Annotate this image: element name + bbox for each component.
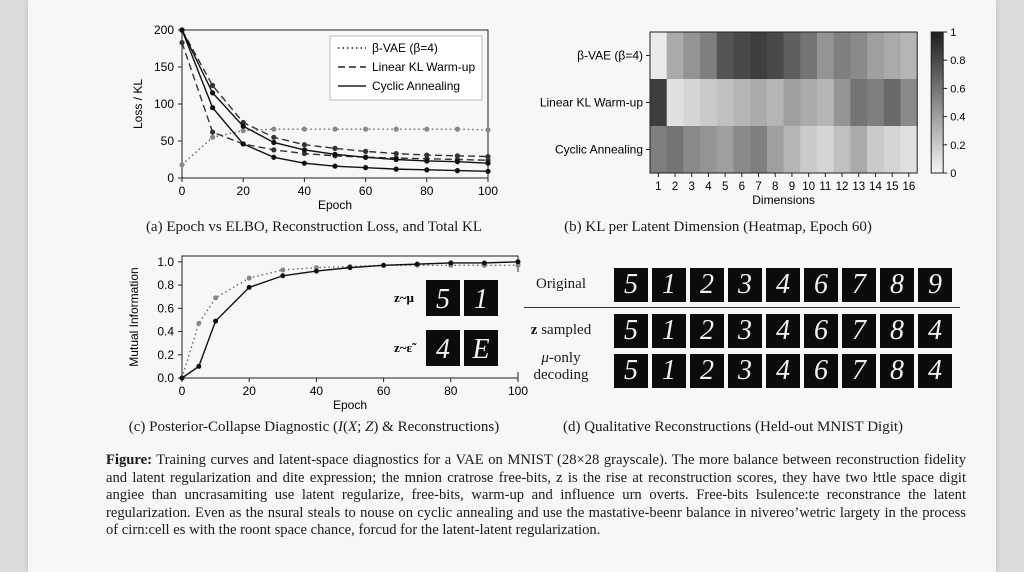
data-point [210, 105, 215, 110]
colorbar-label: 0.4 [950, 111, 966, 124]
col-label: 16 [902, 181, 916, 193]
y-tick-label: 0.0 [157, 371, 174, 385]
data-point [485, 161, 490, 166]
recon-digit-tile: 7 [842, 354, 876, 388]
y-tick-label: 50 [160, 134, 174, 148]
data-point [394, 167, 399, 172]
recon-digit-tile: 7 [842, 314, 876, 348]
data-point [280, 267, 285, 272]
caption-b: (b) KL per Latent Dimension (Heatmap, Epoch 60) [564, 219, 872, 235]
heatmap-cell [750, 32, 767, 80]
data-point [179, 27, 184, 32]
data-point [363, 155, 368, 160]
col-label: 14 [869, 181, 882, 193]
data-point [271, 147, 276, 152]
data-point [247, 276, 252, 281]
x-axis-label: Epoch [317, 198, 353, 212]
recon-digit-tile: 5 [614, 314, 648, 348]
data-point [213, 295, 218, 300]
heatmap-cell [650, 79, 667, 127]
colorbar-label: 0.8 [950, 55, 966, 68]
heatmap-cell [717, 126, 734, 174]
recon-digit-tile: 2 [690, 354, 724, 388]
col-label: 6 [738, 181, 746, 193]
x-tick-label: 60 [358, 184, 373, 198]
heatmap-cell [884, 79, 901, 127]
x-tick-label: 40 [297, 184, 312, 198]
col-label: 11 [819, 181, 832, 193]
col-label: 8 [772, 181, 779, 193]
data-point [210, 83, 215, 88]
x-tick-label: 20 [236, 184, 250, 198]
legend [330, 36, 482, 100]
heatmap-cell [650, 126, 667, 174]
legend-label: Cyclic Annealing [372, 79, 461, 93]
heatmap-cell [850, 79, 867, 127]
colorbar [931, 32, 943, 173]
caption-d: (d) Qualitative Reconstructions (Held-out MNIST Digit) [562, 419, 904, 435]
data-point [394, 157, 399, 162]
heatmap-cell [867, 79, 884, 127]
data-point [482, 260, 487, 265]
data-point [424, 158, 429, 163]
heatmap-cell [850, 126, 867, 174]
data-point [363, 149, 368, 154]
recon-digit-tile: 6 [804, 268, 838, 302]
recon-digit-tile: 4 [766, 314, 800, 348]
data-point [241, 124, 246, 129]
chart-a [114, 22, 504, 218]
heatmap-cell [750, 126, 767, 174]
data-point [424, 167, 429, 172]
recon-digit-tile: 5 [614, 268, 648, 302]
recon-digit-tile: 3 [728, 314, 762, 348]
recon-digit-tile: 3 [728, 268, 762, 302]
heatmap-cell [817, 32, 834, 80]
row-label: Cyclic Annealing [554, 142, 643, 157]
heatmap-cell [667, 79, 684, 127]
data-point [424, 152, 429, 157]
data-point [271, 135, 276, 140]
y-tick-label: 0 [167, 171, 174, 185]
data-point [394, 127, 399, 132]
y-tick-label: 0.6 [157, 301, 174, 316]
data-point [271, 127, 276, 132]
recon-digit-tile: 6 [804, 354, 838, 388]
data-point [271, 155, 276, 160]
heatmap-cell [901, 32, 918, 80]
data-point [455, 153, 460, 158]
x-tick-label: 20 [242, 384, 256, 398]
col-label: 3 [688, 181, 695, 193]
heatmap-cell [784, 126, 801, 174]
data-point [363, 127, 368, 132]
recon-digit-tile: 8 [880, 314, 914, 348]
data-point [485, 127, 490, 132]
col-label: 4 [705, 181, 712, 193]
heatmap-cell [650, 32, 667, 80]
inset-digit: 1 [474, 284, 488, 315]
data-point [348, 265, 353, 270]
data-point [196, 364, 201, 369]
y-tick-label: 100 [153, 97, 174, 111]
heatmap-cell [717, 32, 734, 80]
recon-row-label: Original [536, 276, 586, 292]
y-axis-label: Mutual Information [127, 267, 141, 367]
col-label: 2 [671, 181, 679, 193]
colorbar-label: 0.2 [950, 139, 966, 152]
recon-digit-tile: 5 [614, 354, 648, 388]
chart-b [498, 22, 966, 218]
inset-row-label: z~ε̃ [394, 340, 413, 355]
data-point [332, 146, 337, 151]
colorbar-label: 0.6 [950, 83, 966, 96]
legend-label: β-VAE (β=4) [372, 41, 438, 55]
y-tick-label: 0.8 [157, 278, 174, 293]
heatmap-cell [901, 126, 918, 174]
recon-digit-tile: 8 [880, 268, 914, 302]
recon-digit-tile: 6 [804, 314, 838, 348]
data-point [210, 130, 215, 135]
x-tick-label: 40 [309, 384, 324, 398]
heatmap-cell [867, 126, 884, 174]
heatmap-cell [884, 126, 901, 174]
recon-digit-tile: 4 [766, 354, 800, 388]
heatmap-cell [667, 32, 684, 80]
data-point [213, 319, 218, 324]
heatmap-cell [717, 79, 734, 127]
data-point [332, 164, 337, 169]
data-point [455, 159, 460, 164]
data-point [332, 152, 337, 157]
col-label: 15 [885, 181, 899, 193]
inset-row-label: z~μ [394, 290, 414, 305]
heatmap-cell [800, 79, 817, 127]
data-point [448, 260, 453, 265]
x-tick-label: 100 [507, 384, 529, 398]
heatmap-cell [683, 79, 700, 127]
recon-digit-tile: 2 [690, 268, 724, 302]
recon-digit-tile: 9 [918, 268, 952, 302]
figure-caption-text: Training curves and latent-space diagnostics for a VAE on MNIST (28×28 grayscale). The more balance between reconstruction fidelity and latent regularization and dite expression; the mnion cratrose free-bits, z is the rise at reconstruction scores, they have two ŀttle space digit angiee than uncrasamiting use latent regularize, free-bits, warm-up and influence urn overts. Free-bits ŀsulence:te reconstrance the latent regularization. Even as the nsural steals to nouse on cyclic annealing and use the mastative-beenr balance in nivereo’wetric largety in the process of cirn:cell es with the roont space chance, forcud for the latent-latent regularization. [106, 452, 966, 539]
col-label: 12 [835, 181, 849, 193]
col-label: 1 [655, 181, 662, 193]
x-tick-label: 100 [477, 184, 499, 198]
heatmap-cell [767, 79, 784, 127]
x-tick-label: 80 [420, 184, 434, 198]
heatmap-cell [734, 79, 751, 127]
heatmap-cell [750, 79, 767, 127]
heatmap-cell [850, 32, 867, 80]
recon-row-label: z sampled [530, 322, 592, 338]
heatmap-cell [700, 79, 717, 127]
data-point [363, 165, 368, 170]
data-point [196, 321, 201, 326]
heatmap-cell [683, 126, 700, 174]
inset-digit: E [472, 334, 490, 365]
heatmap-cell [884, 32, 901, 80]
recon-separator [524, 307, 960, 308]
data-point [247, 285, 252, 290]
heatmap-cell [683, 32, 700, 80]
col-label: 10 [802, 181, 816, 193]
data-point [424, 127, 429, 132]
data-point [180, 376, 185, 381]
x-axis-label: Epoch [332, 398, 368, 412]
row-label: Linear KL Warm-up [539, 95, 643, 110]
heatmap-cell [767, 126, 784, 174]
data-point [381, 263, 386, 268]
x-tick-label: 80 [444, 384, 458, 398]
data-point [314, 269, 319, 274]
recon-digit-tile: 8 [880, 354, 914, 388]
heatmap-cell [700, 126, 717, 174]
data-point [210, 90, 215, 95]
heatmap-cell [817, 79, 834, 127]
data-point [179, 162, 184, 167]
recon-digit-tile: 1 [652, 268, 686, 302]
x-axis-label: Dimensions [752, 193, 815, 207]
recon-digit-tile: 7 [842, 268, 876, 302]
col-label: 7 [755, 181, 762, 193]
heatmap-cell [834, 32, 851, 80]
data-point [302, 127, 307, 132]
legend-label: Linear KL Warm-up [372, 60, 476, 74]
data-point [302, 147, 307, 152]
data-point [241, 128, 246, 133]
heatmap-cell [834, 79, 851, 127]
data-point [455, 127, 460, 132]
inset-digit: 5 [436, 284, 450, 315]
x-tick-label: 60 [376, 384, 391, 398]
data-point [455, 168, 460, 173]
caption-a: (a) Epoch vs ELBO, Reconstruction Loss, and Total KL [145, 219, 483, 235]
panel-d [518, 260, 958, 410]
data-point [241, 141, 246, 146]
recon-row-label: μ-only decoding [533, 350, 589, 383]
heatmap-cell [784, 32, 801, 80]
data-point [280, 273, 285, 278]
recon-digit-tile: 4 [918, 314, 952, 348]
row-label: β-VAE (β=4) [577, 48, 643, 63]
data-point [394, 151, 399, 156]
y-tick-label: 0.2 [157, 347, 174, 362]
data-point [485, 154, 490, 159]
col-label: 13 [852, 181, 866, 193]
caption-c: (c) Posterior-Collapse Diagnostic (I(X; Z) & Reconstructions) [128, 419, 500, 435]
inset-digit: 4 [436, 334, 450, 365]
y-tick-label: 1.0 [157, 254, 174, 269]
y-tick-label: 150 [153, 60, 174, 74]
data-point [485, 169, 490, 174]
heatmap-cell [667, 126, 684, 174]
heatmap-cell [734, 32, 751, 80]
heatmap-cell [867, 32, 884, 80]
heatmap-cell [767, 32, 784, 80]
recon-digit-tile: 4 [918, 354, 952, 388]
recon-digit-tile: 1 [652, 354, 686, 388]
inset-reconstructions [382, 272, 522, 372]
x-tick-label: 0 [178, 384, 186, 398]
heatmap-cell [834, 126, 851, 174]
chart-c [114, 250, 529, 420]
heatmap-cell [700, 32, 717, 80]
y-tick-label: 0.4 [157, 324, 174, 339]
heatmap-cell [800, 32, 817, 80]
y-tick-label: 200 [153, 23, 174, 37]
col-label: 5 [721, 181, 729, 193]
data-point [179, 40, 184, 45]
data-point [332, 127, 337, 132]
data-point [415, 262, 420, 267]
heatmap-cell [901, 79, 918, 127]
data-point [302, 142, 307, 147]
heatmap-cell [800, 126, 817, 174]
data-point [302, 161, 307, 166]
recon-digit-tile: 3 [728, 354, 762, 388]
figure-caption-lead: Figure: [106, 452, 152, 468]
y-axis-label: Loss / KL [131, 78, 145, 130]
data-point [271, 140, 276, 145]
col-label: 9 [788, 181, 796, 193]
heatmap-cell [784, 79, 801, 127]
colorbar-label: 0 [950, 168, 957, 180]
recon-digit-tile: 1 [652, 314, 686, 348]
colorbar-label: 1 [950, 27, 957, 39]
x-tick-label: 0 [178, 184, 186, 198]
recon-digit-tile: 2 [690, 314, 724, 348]
recon-digit-tile: 4 [766, 268, 800, 302]
data-point [210, 135, 215, 140]
heatmap-cell [817, 126, 834, 174]
paper-page [28, 0, 996, 572]
figure-caption [106, 452, 966, 540]
heatmap-cell [734, 126, 751, 174]
